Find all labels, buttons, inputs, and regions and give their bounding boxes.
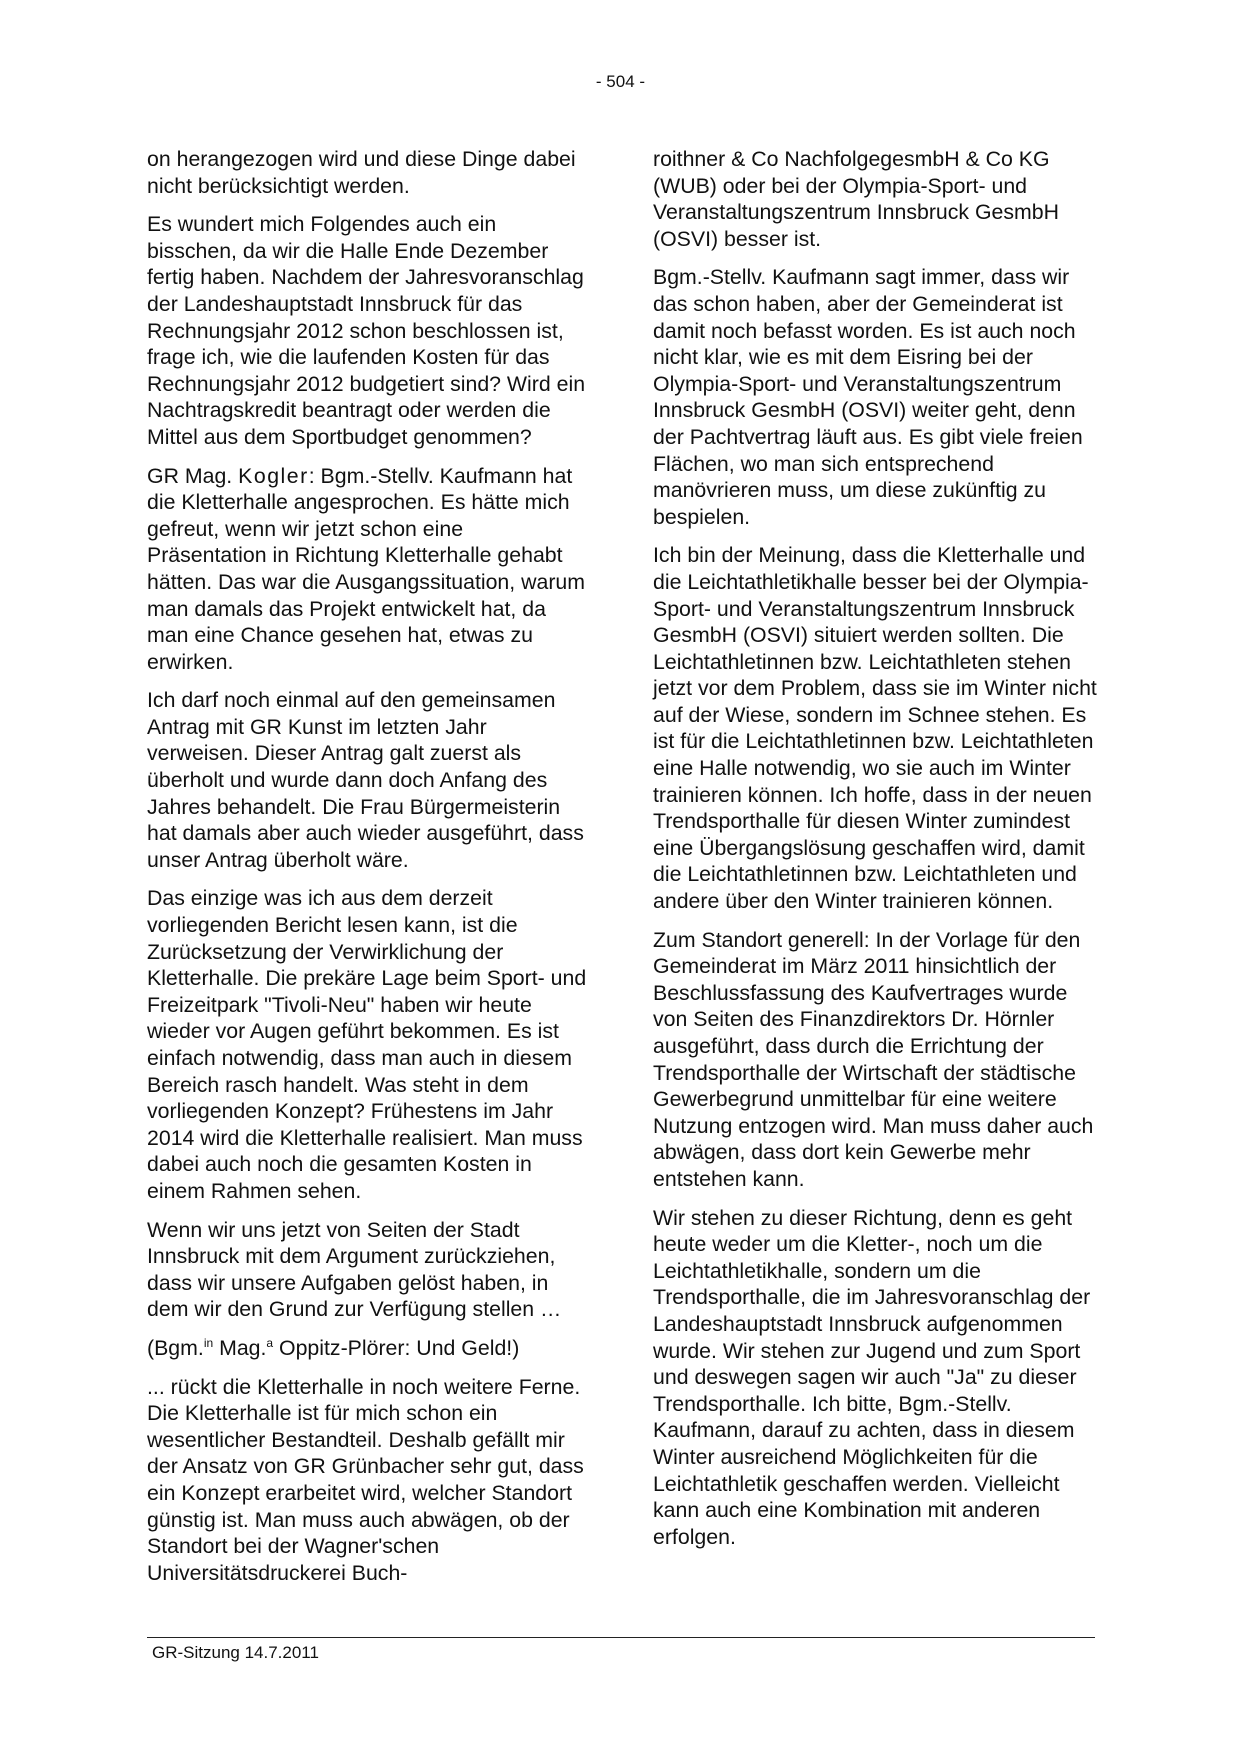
paragraph: Das einzige was ich aus dem derzeit vorliegenden Bericht lesen kann, ist die Zurücksetzung der Verwirklichung der Kletterhalle. Die prekäre Lage beim Sport- und Freizeitpark "Tivoli-Neu" haben wir heute wieder vor Augen geführt bekommen. Es ist einfach notwendig, dass man auch in diesem Bereich rasch handelt. Was steht in dem vorliegenden Konzept? Frühestens im Jahr 2014 wird die Kletterhalle realisiert. Man muss dabei auch noch die gesamten Kosten in einem Rahmen sehen. bbox=[147, 886, 587, 1203]
paragraph: roithner & Co NachfolgegesmbH & Co KG (WUB) oder bei der Olympia-Sport- und Veranstaltungszentrum Innsbruck GesmbH (OSVI) besser ist. bbox=[653, 147, 1060, 251]
page-number: - 504 - bbox=[595, 72, 646, 91]
paragraph: Ich darf noch einmal auf den gemeinsamen Antrag mit GR Kunst im letzten Jahr verweisen. Dieser Antrag galt zuerst als überholt und wurde dann doch Anfang des Jahres behandelt. Die Frau Bürgermeisterin hat damals aber auch wieder ausgeführt, dass unser Antrag überholt wäre. bbox=[147, 688, 584, 872]
right-column bbox=[653, 146, 1098, 1562]
footer-session-date: GR-Sitzung 14.7.2011 bbox=[152, 1643, 319, 1662]
speaker-colon: : bbox=[308, 463, 321, 488]
paragraph: Wenn wir uns jetzt von Seiten der Stadt Innsbruck mit dem Argument zurückziehen, dass wir unsere Aufgaben gelöst haben, in dem wir den Grund zur Verfügung stellen … bbox=[147, 1217, 562, 1322]
paragraph: ... rückt die Kletterhalle in noch weitere Ferne. Die Kletterhalle ist für mich schon ein wesentlicher Bestandteil. Deshalb gefällt mir der Ansatz von GR Grünbacher sehr gut, dass ein Konzept erarbeitet wird, welcher Standort günstig ist. Man muss auch abwägen, ob der Standort bei der Wagner'schen Universitätsdruckerei Buch- bbox=[147, 1374, 584, 1585]
paragraph-text: Bgm.-Stellv. Kaufmann hat die Kletterhalle angesprochen. Es hätte mich gefreut, wenn wir jetzt schon eine Präsentation in Richtung Kletterhalle gehabt hätten. Das war die Ausgangssituation, warum man damals das Projekt entwickelt hat, da man eine Chance gesehen hat, etwas zu erwirken. bbox=[147, 463, 586, 674]
paragraph: Bgm.-Stellv. Kaufmann sagt immer, dass wir das schon haben, aber der Gemeinderat ist damit noch befasst worden. Es ist auch noch nicht klar, wie es mit dem Eisring bei der Olympia-Sport- und Veranstaltungszentrum Innsbruck GesmbH (OSVI) weiter geht, denn der Pachtvertrag läuft aus. Es gibt viele freien Flächen, wo man sich entsprechend manövrieren muss, um diese zukünftig zu bespielen. bbox=[653, 265, 1083, 529]
paragraph: on herangezogen wird und diese Dinge dabei nicht berücksichtigt werden. bbox=[147, 147, 576, 198]
paragraph: Zum Standort generell: In der Vorlage für den Gemeinderat im März 2011 hinsichtlich der Beschlussfassung des Kaufvertrages wurde von Seiten des Finanzdirektors Dr. Hörnler ausgeführt, dass durch die Errichtung der Trendsporthalle der Wirtschaft der städtische Gewerbegrund unmittelbar für eine weitere Nutzung entzogen wird. Man muss daher auch abwägen, dass dort kein Gewerbe mehr entstehen kann. bbox=[653, 927, 1094, 1191]
speaker-title: GR Mag. bbox=[147, 463, 239, 488]
left-column bbox=[147, 146, 587, 1598]
paragraph: Wir stehen zu dieser Richtung, denn es geht heute weder um die Kletter-, noch um die Leichtathletikhalle, sondern um die Trendsporthalle, die im Jahresvoranschlag der Landeshauptstadt Innsbruck aufgenommen wurde. Wir stehen zur Jugend und zum Sport und deswegen sagen wir auch "Ja" zu dieser Trendsporthalle. Ich bitte, Bgm.-Stellv. Kaufmann, darauf zu achten, dass in diesem Winter ausreichend Möglichkeiten für die Leichtathletik geschaffen werden. Vielleicht kann auch eine Kombination mit anderen erfolgen. bbox=[653, 1205, 1091, 1549]
paragraph: Es wundert mich Folgendes auch ein bisschen, da wir die Halle Ende Dezember fertig haben. Nachdem der Jahresvoranschlag der Landeshauptstadt Innsbruck für das Rechnungsjahr 2012 schon beschlossen ist, frage ich, wie die laufenden Kosten für das Rechnungsjahr 2012 budgetiert sind? Wird ein Nachtragskredit beantragt oder werden die Mittel aus dem Sportbudget genommen? bbox=[147, 212, 586, 449]
speaker-paragraph bbox=[147, 463, 587, 676]
interjection: (Bgm.$^{in}$ Mag.$^a$ Oppitz-Plörer: Und Geld!) bbox=[147, 1335, 520, 1360]
speaker-name: Kogler bbox=[238, 463, 309, 488]
paragraph: Ich bin der Meinung, dass die Kletterhalle und die Leichtathletikhalle besser bei der Olympia-Sport- und Veranstaltungszentrum Innsbruck GesmbH (OSVI) situiert werden sollten. Die Leichtathletinnen bzw. Leichtathleten stehen jetzt vor dem Problem, dass sie im Winter nicht auf der Wiese, sondern im Schnee stehen. Es ist für die Leichtathletinnen bzw. Leichtathleten eine Halle notwendig, wo sie auch im Winter trainieren können. Ich hoffe, dass in der neuen Trendsporthalle für diesen Winter zumindest eine Übergangslösung geschaffen wird, damit die Leichtathletinnen bzw. Leichtathleten und andere über den Winter trainieren können. bbox=[653, 543, 1097, 914]
footer-divider bbox=[147, 1637, 1095, 1638]
